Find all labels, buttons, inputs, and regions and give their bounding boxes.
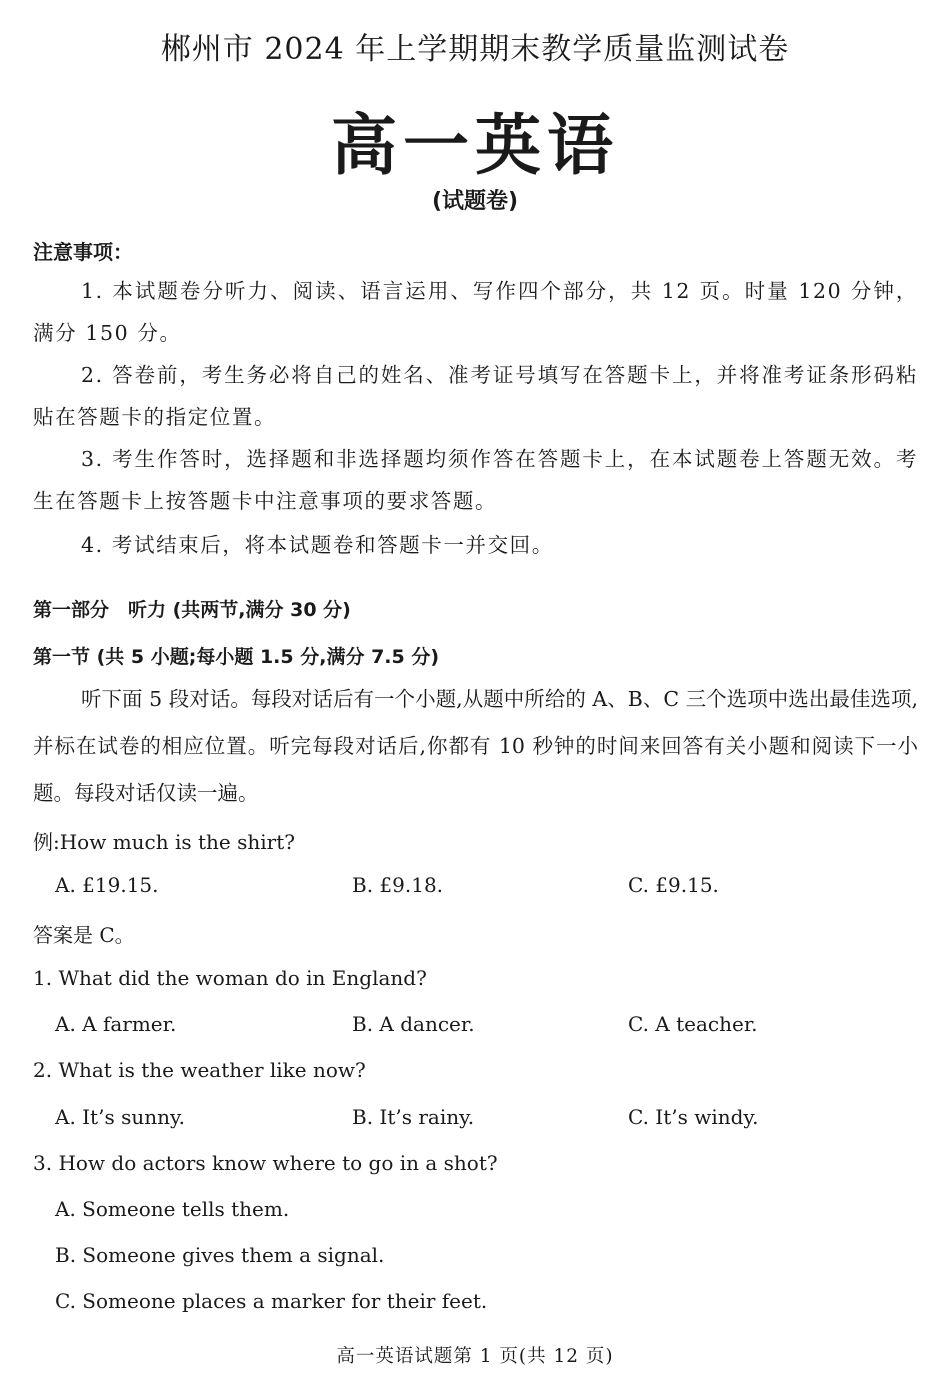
- note-item-1: 1. 本试题卷分听力、阅读、语言运用、写作四个部分，共 12 页。时量 120 分钟，满分 150 分。: [33, 279, 918, 345]
- listening-instructions: 听下面 5 段对话。每段对话后有一个小题,从题中所给的 A、B、C 三个选项中选出最佳选项,并标在试卷的相应位置。听完每段对话后,你都有 10 秒钟的时间来回答有关小题和阅读下一小题。每段对话仅读一遍。: [33, 687, 918, 805]
- question-2-option-b: B. It’s rainy.: [352, 1105, 475, 1129]
- question-1-option-a: A. A farmer.: [55, 1012, 177, 1036]
- example-option-b: B. £9.18.: [352, 873, 444, 897]
- part-title: 第一部分 听力 (共两节,满分 30 分): [33, 599, 351, 621]
- page-footer: 高一英语试题第 1 页(共 12 页): [336, 1346, 614, 1367]
- example-option-a: A. £19.15.: [55, 873, 159, 897]
- question-2-option-a: A. It’s sunny.: [55, 1105, 185, 1129]
- question-3-option-c: C. Someone places a marker for their feet.: [55, 1289, 488, 1313]
- question-2-option-c: C. It’s windy.: [628, 1105, 759, 1129]
- page-title: 高一英语: [331, 107, 619, 184]
- question-3: 3. How do actors know where to go in a shot?: [33, 1151, 498, 1175]
- question-3-option-b: B. Someone gives them a signal.: [55, 1243, 385, 1267]
- question-2: 2. What is the weather like now?: [33, 1058, 366, 1082]
- note-item-4: 4. 考试结束后，将本试题卷和答题卡一并交回。: [81, 533, 554, 557]
- page-subtitle: (试题卷): [431, 189, 519, 214]
- question-1-option-c: C. A teacher.: [628, 1012, 758, 1036]
- exam-header: 郴州市 2024 年上学期期末教学质量监测试卷: [160, 32, 790, 67]
- note-item-2: 2. 答卷前，考生务必将自己的姓名、准考证号填写在答题卡上，并将准考证条形码粘贴在答题卡的指定位置。: [33, 363, 918, 429]
- question-3-option-a: A. Someone tells them.: [55, 1197, 290, 1221]
- question-1-option-b: B. A dancer.: [352, 1012, 475, 1036]
- section-title: 第一节 (共 5 小题;每小题 1.5 分,满分 7.5 分): [33, 646, 440, 668]
- example-option-c: C. £9.15.: [628, 873, 719, 897]
- question-1: 1. What did the woman do in England?: [33, 966, 427, 990]
- notes-heading: 注意事项：: [33, 240, 133, 264]
- example-question: 例:How much is the shirt?: [33, 830, 295, 854]
- example-answer: 答案是 C。: [33, 923, 135, 947]
- note-item-3: 3. 考生作答时，选择题和非选择题均须作答在答题卡上，在本试题卷上答题无效。考生在答题卡上按答题卡中注意事项的要求答题。: [33, 447, 918, 513]
